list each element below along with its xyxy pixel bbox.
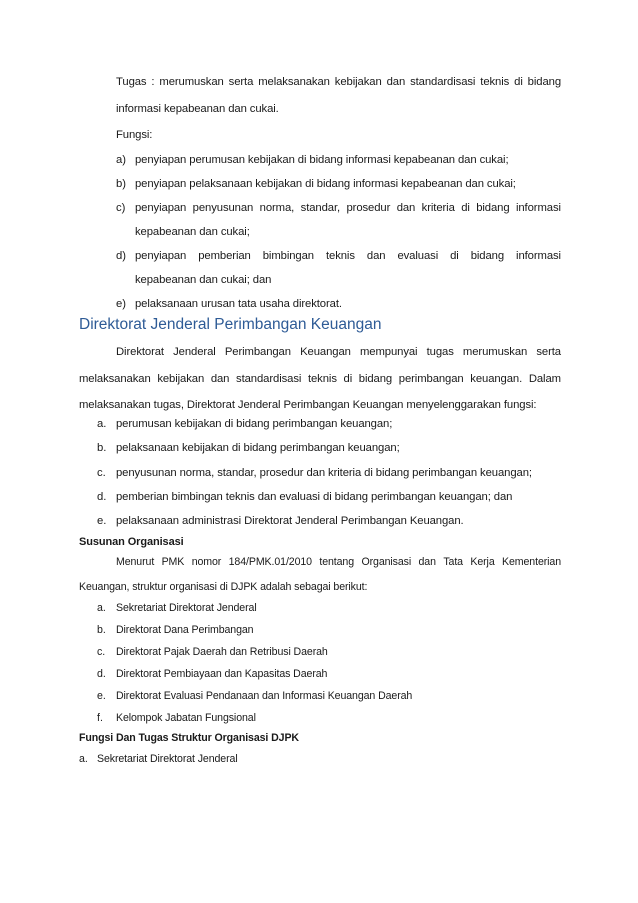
intro-item-d-label: d) xyxy=(116,250,127,262)
section-para-line-1 xyxy=(116,345,561,359)
word: melaksanakan xyxy=(258,76,330,88)
intro-item-d-line-1 xyxy=(135,249,561,263)
word: penyusunan xyxy=(192,202,254,214)
word: keuangan. xyxy=(470,373,523,385)
word: merumuskan xyxy=(159,76,224,88)
word: dan xyxy=(366,250,386,262)
word: Jenderal xyxy=(173,346,216,358)
word: nomor xyxy=(191,556,222,568)
word: informasi xyxy=(515,202,561,214)
susunan-item-f-text: Kelompok Jabatan Fungsional xyxy=(116,712,256,724)
intro-item-c-line-1 xyxy=(135,201,561,215)
word: Menurut xyxy=(116,556,155,568)
word: di xyxy=(461,202,470,214)
word: standar, xyxy=(300,202,341,214)
word: Perimbangan xyxy=(224,346,291,358)
section-item-a-text: perumusan kebijakan di bidang perimbangan keuangan; xyxy=(116,418,393,430)
susunan-item-b-label: b. xyxy=(97,624,106,636)
word: perimbangan xyxy=(398,373,464,385)
word: evaluasi xyxy=(397,250,439,262)
word: mempunyai xyxy=(359,346,418,358)
word: tugas xyxy=(426,346,454,358)
word: di xyxy=(450,250,459,262)
word: bidang xyxy=(527,76,561,88)
fungsi-heading: Fungsi Dan Tugas Struktur Organisasi DJPK xyxy=(79,732,299,744)
word: di xyxy=(514,76,523,88)
word: prosedur xyxy=(346,202,391,214)
section-para-line-1-text xyxy=(116,345,561,359)
word: dan xyxy=(396,202,416,214)
susunan-item-a-text: Sekretariat Direktorat Jenderal xyxy=(116,602,257,614)
susunan-para-line-1-text xyxy=(116,555,561,569)
intro-item-e-label: e) xyxy=(116,298,127,310)
word: dan xyxy=(210,373,230,385)
word: Direktorat xyxy=(116,346,164,358)
word: pemberian xyxy=(198,250,251,262)
intro-item-a-text: penyiapan perumusan kebijakan di bidang informasi kepabeanan dan cukai; xyxy=(135,154,509,166)
word: bidang xyxy=(470,250,505,262)
intro-item-b-text: penyiapan pelaksanaan kebijakan di bidang informasi kepabeanan dan cukai; xyxy=(135,178,516,190)
susunan-item-a-label: a. xyxy=(97,602,106,614)
intro-item-d-line-1-text xyxy=(135,249,561,263)
intro-item-c-line-1-text xyxy=(135,201,561,215)
word: informasi xyxy=(516,250,561,262)
susunan-item-f-label: f. xyxy=(97,712,103,724)
word: Tugas xyxy=(116,76,147,88)
word: kriteria xyxy=(421,202,455,214)
word: teknis xyxy=(307,373,337,385)
section-item-b-label: b. xyxy=(97,442,107,454)
word: teknis xyxy=(325,250,355,262)
word: teknis xyxy=(480,76,510,88)
word: Keuangan xyxy=(300,346,351,358)
susunan-item-d-label: d. xyxy=(97,668,106,680)
word: Organisasi xyxy=(361,556,412,568)
word: 184/PMK.01/2010 xyxy=(228,556,312,568)
intro-item-e-text: pelaksanaan urusan tata usaha direktorat. xyxy=(135,298,342,310)
susunan-para-line-2: Keuangan, struktur organisasi di DJPK adalah sebagai berikut: xyxy=(79,581,368,593)
susunan-item-c-text: Direktorat Pajak Daerah dan Retribusi Daerah xyxy=(116,646,328,658)
word: norma, xyxy=(259,202,295,214)
section-item-e-text: pelaksanaan administrasi Direktorat Jenderal Perimbangan Keuangan. xyxy=(116,515,464,527)
word: standardisasi xyxy=(236,373,302,385)
word: dan xyxy=(386,76,406,88)
section-item-e-label: e. xyxy=(97,515,107,527)
section-heading: Direktorat Jenderal Perimbangan Keuangan xyxy=(79,316,382,333)
fungsi-label: Fungsi: xyxy=(116,129,153,141)
word: standardisasi xyxy=(410,76,476,88)
word: kebijakan xyxy=(157,373,205,385)
susunan-item-c-label: c. xyxy=(97,646,106,658)
word: dan xyxy=(418,556,436,568)
word: Kementerian xyxy=(502,556,561,568)
susunan-para-line-1 xyxy=(116,555,561,569)
word: di xyxy=(343,373,353,385)
susunan-heading: Susunan Organisasi xyxy=(79,536,184,548)
fungsi-item-a-label: a. xyxy=(79,753,88,765)
word: kebijakan xyxy=(334,76,382,88)
section-para-line-2 xyxy=(79,372,561,386)
intro-item-a-label: a) xyxy=(116,154,127,166)
word: Dalam xyxy=(528,373,561,385)
word: tentang xyxy=(319,556,355,568)
word: : xyxy=(151,76,155,88)
section-para-line-2-text xyxy=(79,372,561,386)
word: PMK xyxy=(161,556,185,568)
section-item-c-text: penyusunan norma, standar, prosedur dan kriteria di bidang perimbangan keuangan; xyxy=(116,467,532,479)
section-item-d-text: pemberian bimbingan teknis dan evaluasi di bidang perimbangan keuangan; dan xyxy=(116,491,513,503)
section-item-a-label: a. xyxy=(97,418,107,430)
section-item-c-label: c. xyxy=(97,467,106,479)
word: melaksanakan xyxy=(79,373,151,385)
susunan-item-b-text: Direktorat Dana Perimbangan xyxy=(116,624,254,636)
fungsi-item-a-text: Sekretariat Direktorat Jenderal xyxy=(97,753,238,765)
tugas-line-2: informasi kepabeanan dan cukai. xyxy=(116,103,279,115)
word: Tata xyxy=(443,556,463,568)
word: penyiapan xyxy=(135,202,187,214)
intro-item-b-label: b) xyxy=(116,178,127,190)
word: serta xyxy=(228,76,254,88)
word: penyiapan xyxy=(135,250,187,262)
word: bimbingan xyxy=(262,250,314,262)
susunan-item-e-text: Direktorat Evaluasi Pendanaan dan Informasi Keuangan Daerah xyxy=(116,690,413,702)
word: Kerja xyxy=(470,556,495,568)
susunan-item-d-text: Direktorat Pembiayaan dan Kapasitas Daerah xyxy=(116,668,328,680)
tugas-line-1 xyxy=(116,75,561,89)
word: bidang xyxy=(358,373,393,385)
intro-item-c-label: c) xyxy=(116,202,126,214)
intro-item-c-line-2: kepabeanan dan cukai; xyxy=(135,226,250,238)
word: merumuskan xyxy=(462,346,528,358)
word: serta xyxy=(536,346,561,358)
susunan-item-e-label: e. xyxy=(97,690,106,702)
section-item-d-label: d. xyxy=(97,491,107,503)
intro-item-d-line-2: kepabeanan dan cukai; dan xyxy=(135,274,272,286)
section-item-b-text: pelaksanaan kebijakan di bidang perimbangan keuangan; xyxy=(116,442,400,454)
section-para-line-3: melaksanakan tugas, Direktorat Jenderal Perimbangan Keuangan menyelenggarakan fungsi: xyxy=(79,399,537,411)
tugas-line-1-text xyxy=(116,75,561,89)
word: bidang xyxy=(476,202,510,214)
